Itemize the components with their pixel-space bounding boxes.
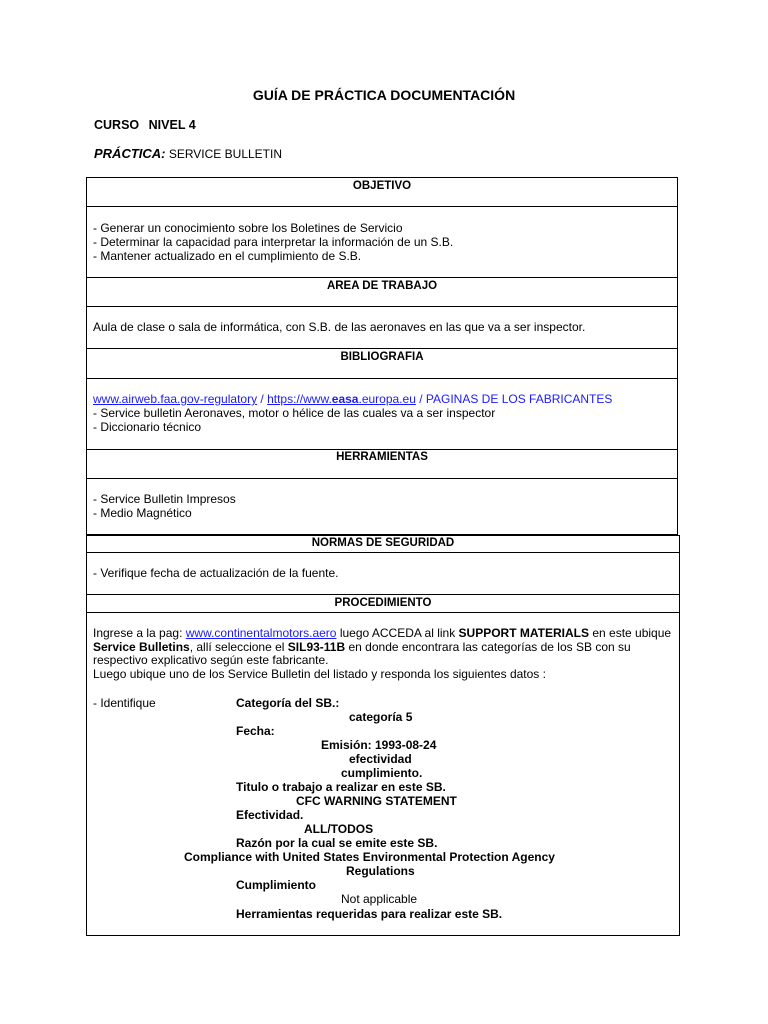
bibliografia-line: - Diccionario técnico <box>93 420 202 434</box>
document-title: GUÍA DE PRÁCTICA DOCUMENTACIÓN <box>252 87 516 103</box>
answer-item: Not applicable <box>341 892 418 906</box>
answer-item: Herramientas requeridas para realizar este SB. <box>236 907 503 921</box>
herramientas-line: - Service Bulletin Impresos <box>93 492 236 506</box>
normas-text: - Verifique fecha de actualización de la fuente. <box>93 566 339 580</box>
answer-item: efectividad <box>349 752 412 766</box>
divider <box>87 478 677 479</box>
identifique-label: - Identifique <box>93 696 156 710</box>
divider <box>87 378 677 379</box>
bibliografia-header: BIBLIOGRAFIA <box>340 351 424 363</box>
answer-item: Categoría del SB.: <box>236 696 340 710</box>
divider <box>87 552 679 553</box>
objetivo-line: - Generar un conocimiento sobre los Boletines de Servicio <box>93 221 403 235</box>
answer-item: Efectividad. <box>236 808 304 822</box>
procedimiento-paragraph: Ingrese a la pag: www.continentalmotors.aero luego ACCEDA al link SUPPORT MATERIALS en este ubique Service Bulletins, allí seleccione el SIL93-11B en donde encontrara las categorías de los SB con su respectivo explicativo según este fabricante. <box>93 626 672 667</box>
divider <box>87 206 677 207</box>
separator: / <box>415 392 426 406</box>
divider <box>87 612 679 613</box>
objetivo-body <box>93 221 671 263</box>
faa-link[interactable]: www.airweb.faa.gov-regulatory <box>93 392 258 406</box>
area-header: AREA DE TRABAJO <box>326 280 438 292</box>
normas-header: NORMAS DE SEGURIDAD <box>311 537 455 549</box>
procedure-table <box>86 535 680 936</box>
answer-item: Regulations <box>346 864 415 878</box>
answer-item: Emisión: 1993-08-24 <box>321 738 437 752</box>
objetivo-line: - Mantener actualizado en el cumplimiento de S.B. <box>93 249 362 263</box>
practica-value: SERVICE BULLETIN <box>168 147 282 161</box>
divider <box>87 449 677 450</box>
answer-item: Fecha: <box>236 724 275 738</box>
answer-item: Compliance with United States Environmental Protection Agency <box>184 850 555 864</box>
answer-item: cumplimiento. <box>341 766 423 780</box>
procedimiento-paragraph-2: Luego ubique uno de los Service Bulletin del listado y responda los siguientes datos : <box>93 667 546 681</box>
herramientas-line: - Medio Magnético <box>93 506 192 520</box>
curso-nivel: NIVEL 4 <box>148 118 196 132</box>
area-text: Aula de clase o sala de informática, con S.B. de las aeronaves en las que va a ser inspector. <box>93 320 586 334</box>
curso-line <box>94 118 202 132</box>
answer-item: categoría 5 <box>349 710 413 724</box>
objetivo-header: OBJETIVO <box>352 180 412 192</box>
answer-item: Titulo o trabajo a realizar en este SB. <box>236 780 446 794</box>
practica-line <box>94 146 282 161</box>
continental-link[interactable]: www.continentalmotors.aero <box>185 626 337 640</box>
divider <box>87 594 679 595</box>
answer-item: Razón por la cual se emite este SB. <box>236 836 438 850</box>
easa-link[interactable]: https://www.easa.europa.eu <box>267 392 416 406</box>
separator: / <box>257 392 268 406</box>
answer-item: Cumplimiento <box>236 878 316 892</box>
curso-label: CURSO <box>94 118 140 132</box>
herramientas-body <box>93 492 671 520</box>
objetivo-line: - Determinar la capacidad para interpretar la información de un S.B. <box>93 235 454 249</box>
answer-item: ALL/TODOS <box>304 822 374 836</box>
divider <box>87 277 677 278</box>
procedimiento-header: PROCEDIMIENTO <box>334 597 432 609</box>
info-table <box>86 177 678 535</box>
practica-label: PRÁCTICA: <box>94 146 166 161</box>
bibliografia-line: - Service bulletin Aeronaves, motor o hélice de las cuales va a ser inspector <box>93 406 496 420</box>
bibliografia-body <box>93 392 671 434</box>
fabricantes-text: PAGINAS DE LOS FABRICANTES <box>425 392 613 406</box>
answer-item: CFC WARNING STATEMENT <box>296 794 457 808</box>
divider <box>87 348 677 349</box>
divider <box>87 306 677 307</box>
herramientas-header: HERRAMIENTAS <box>336 451 428 463</box>
